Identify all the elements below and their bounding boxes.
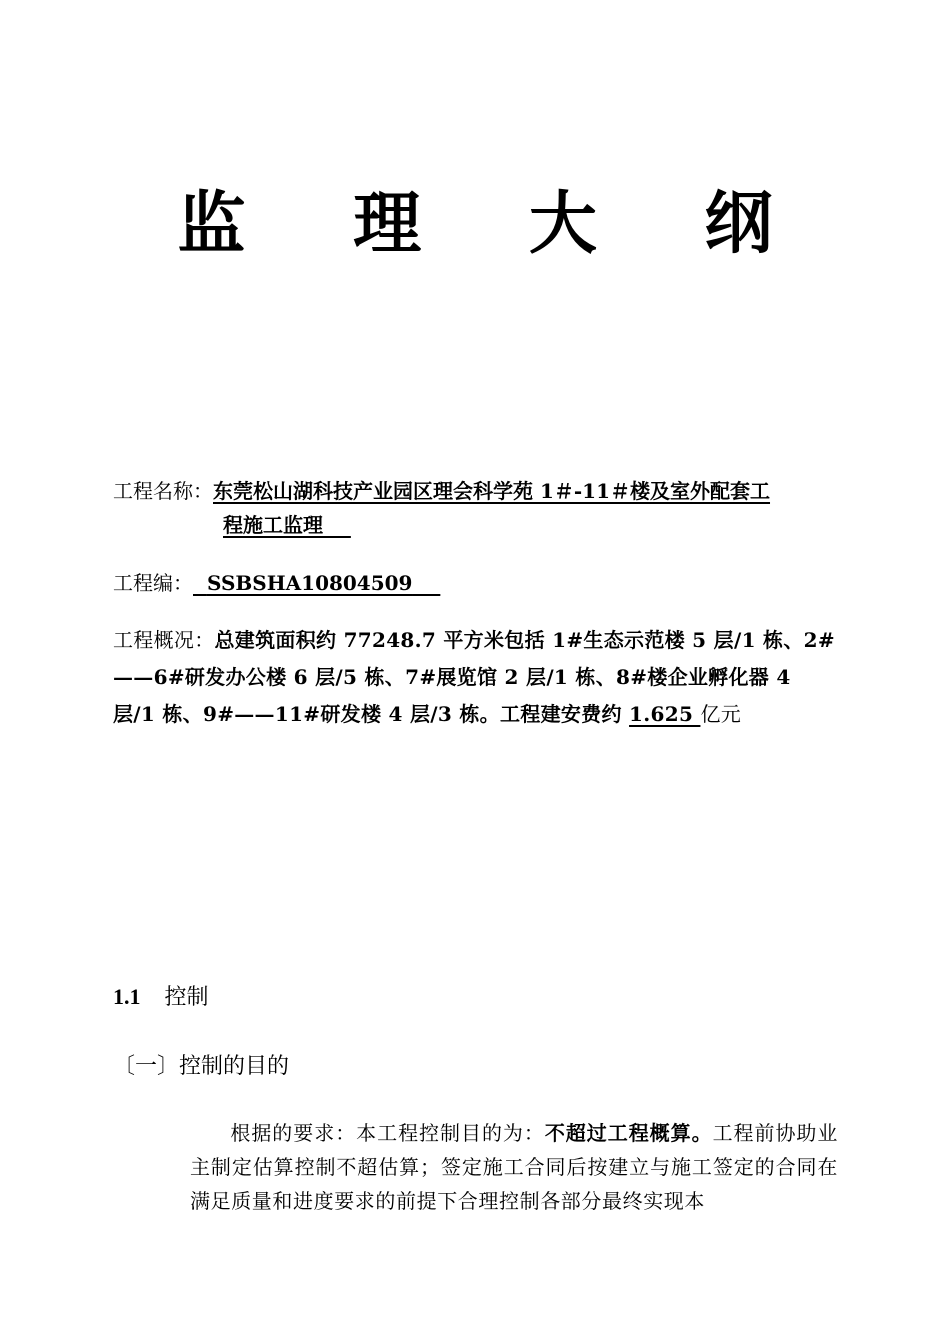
para-bold: 不超过工程概算。 [544, 1121, 713, 1145]
project-overview [113, 622, 838, 733]
overview-text: 总建筑面积约 77248.7 平方米包括 1#生态示范楼 5 层/1 栋、2#——6#研发办公楼 6 层/5 栋、7#展览馆 2 层/1 栋、8#楼企业孵化器 4 层/1 栋、9#——11#研发楼 4 层/3 栋。工程建安费约 [113, 628, 835, 726]
subsection-heading: 〔一〕控制的目的 [113, 1054, 290, 1079]
project-code-field [113, 566, 838, 600]
section-title: 控制 [164, 985, 209, 1010]
para-rest: 工程前协助业主制定估算控制不超估算；签定施工合同后按建立与施工签定的合同在满足质量和进度要求的前提下合理控制各部分最终实现本 [190, 1121, 838, 1213]
project-name-label: 工程名称： [113, 479, 213, 503]
overview-cost: 1.625 [629, 702, 701, 726]
para-prefix: 根据的要求：本工程控制目的为： [230, 1121, 545, 1145]
section-number: 1.1 [113, 984, 141, 1009]
project-name-line2: 程施工监理 [223, 513, 323, 537]
overview-label: 工程概况： [113, 628, 215, 652]
body-paragraph [190, 1116, 838, 1218]
document-title: 监 理 大 纲 [177, 185, 815, 264]
section-heading [113, 982, 209, 1013]
project-code-value: SSBSHA10804509 [206, 571, 413, 595]
project-name-field [113, 474, 838, 542]
project-name-line1: 东莞松山湖科技产业园区理会科学苑 1＃-11＃楼及室外配套工 [213, 479, 771, 503]
overview-unit: 亿元 [700, 702, 742, 726]
project-code-label: 工程编： [113, 571, 193, 595]
